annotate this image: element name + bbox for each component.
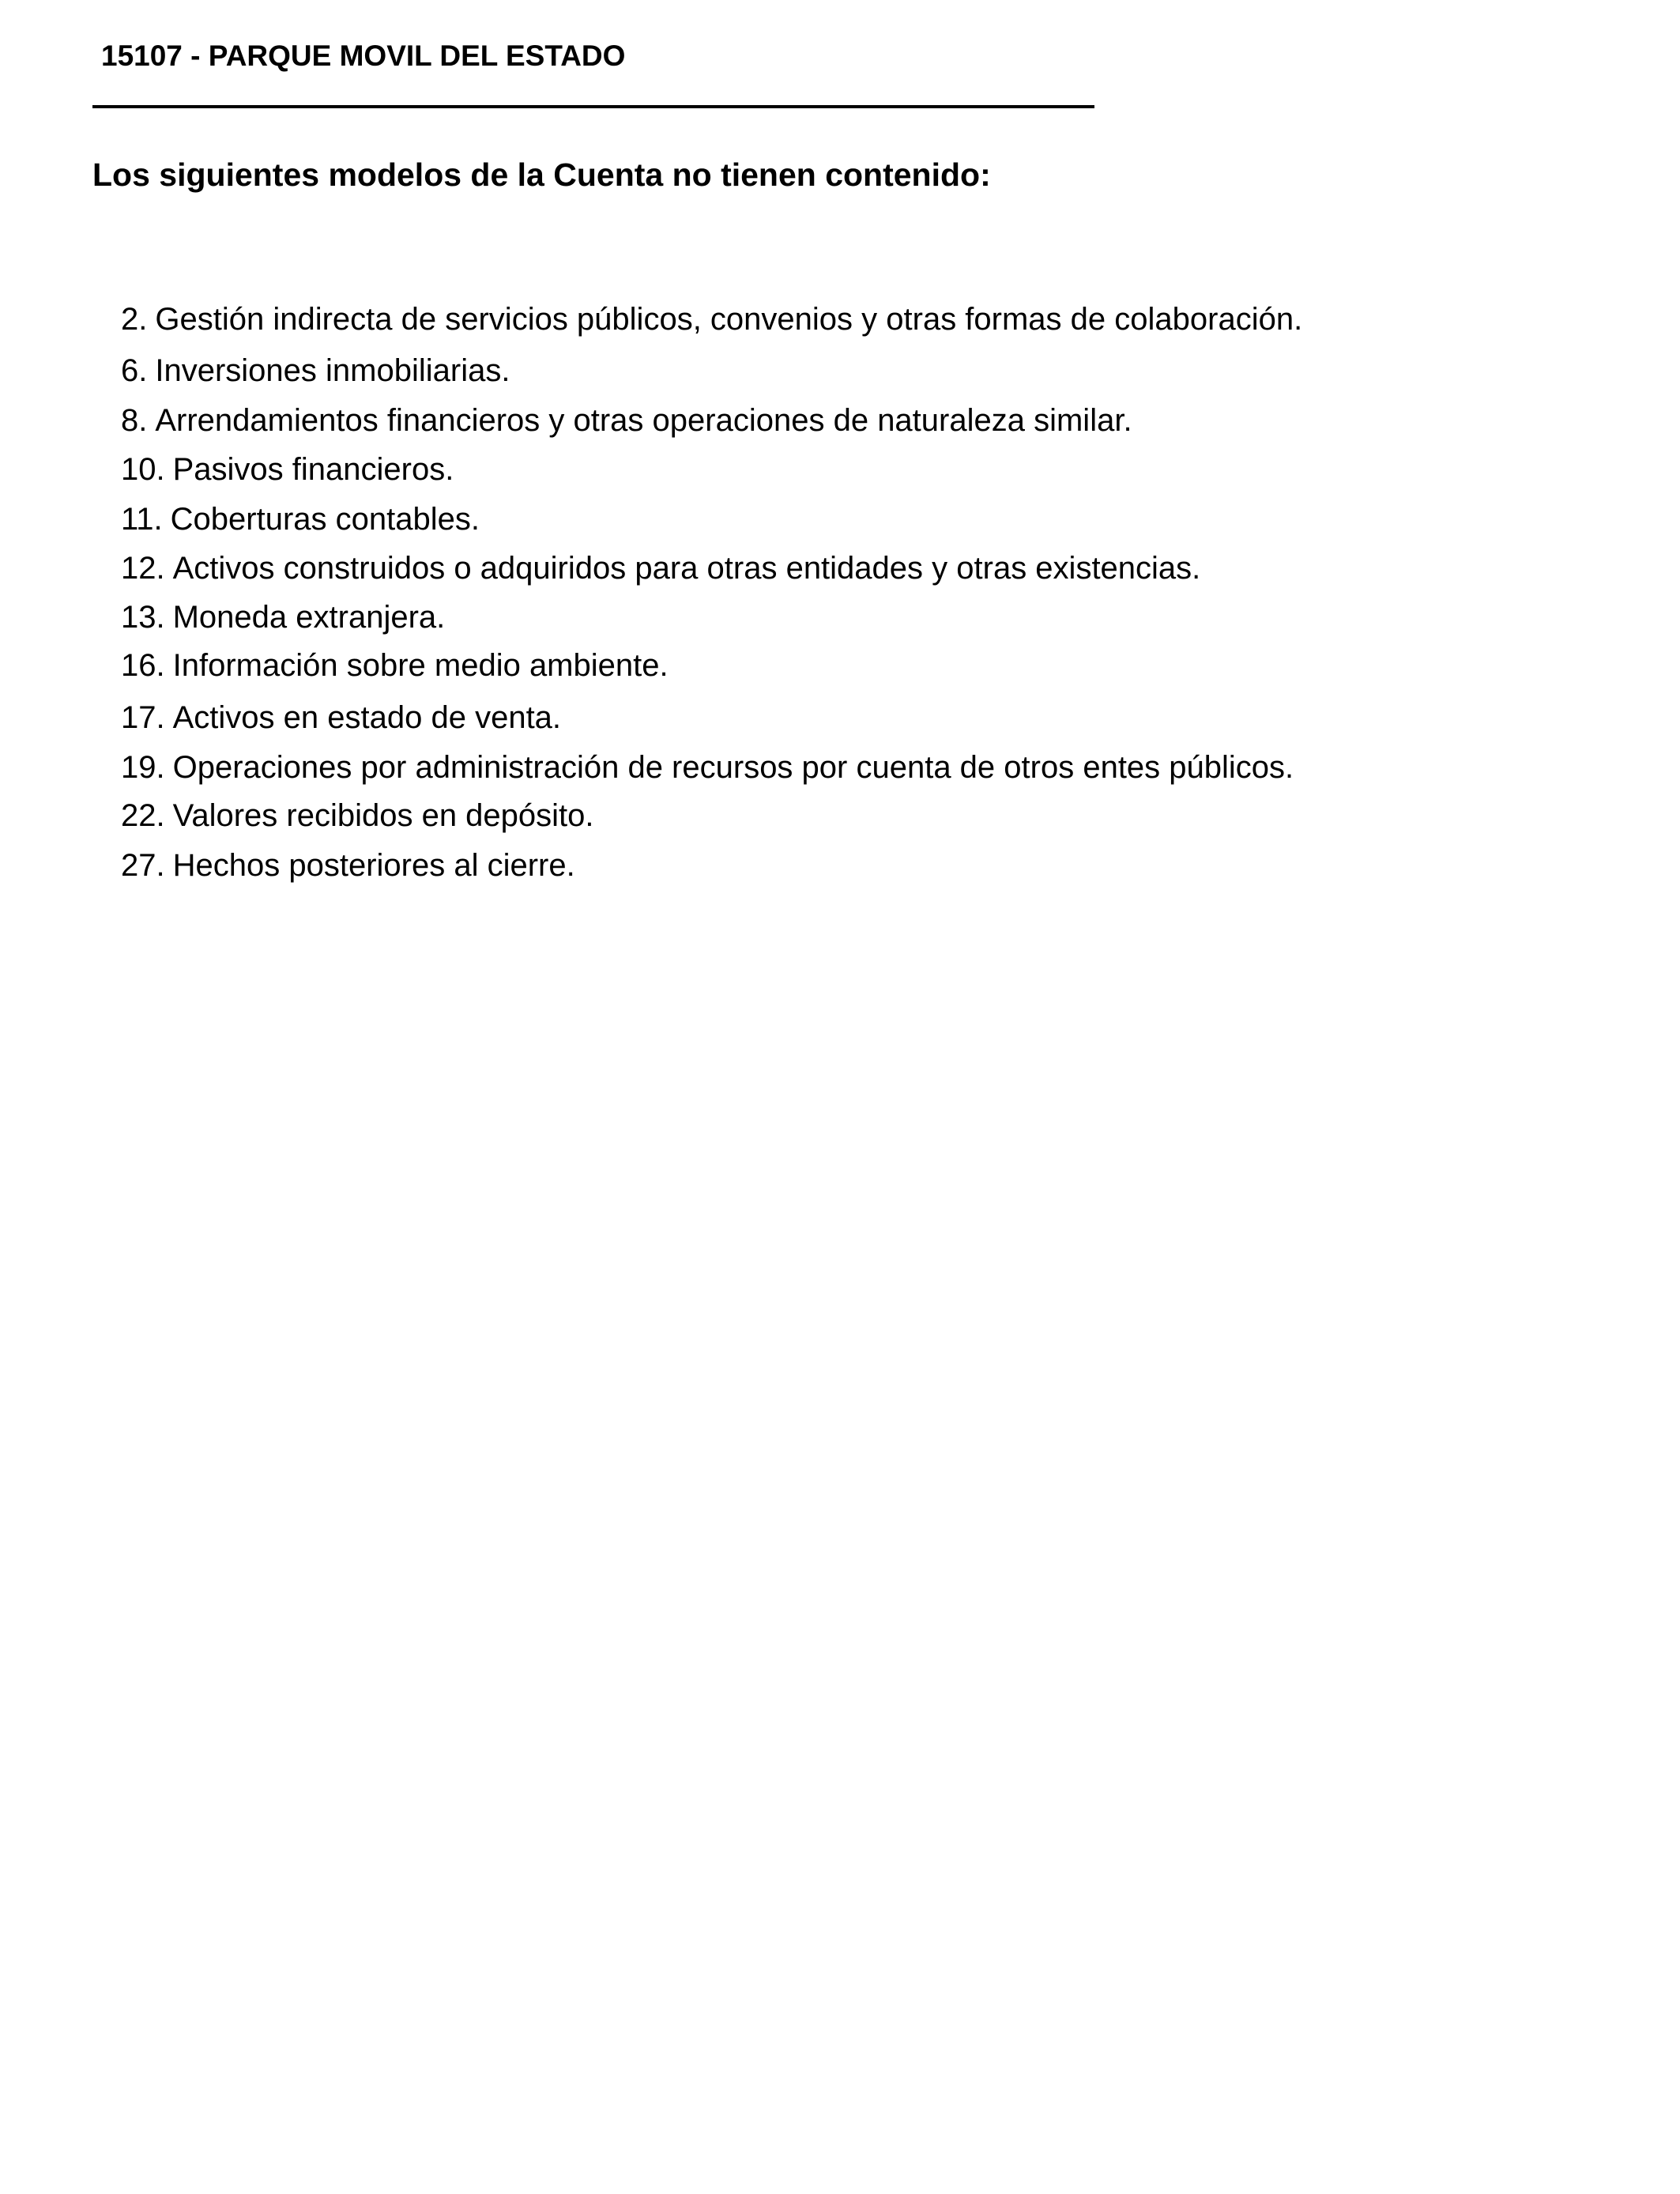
item-text: Arrendamientos financieros y otras operaciones de naturaleza similar.	[155, 403, 1132, 438]
list-item	[121, 300, 1302, 338]
item-number: 10.	[121, 452, 165, 487]
list-item	[121, 797, 594, 835]
list-item	[121, 401, 1132, 439]
item-number: 22.	[121, 798, 165, 833]
intro-heading: Los siguientes modelos de la Cuenta no tienen contenido:	[92, 156, 991, 193]
list-item	[121, 699, 561, 737]
item-number: 2.	[121, 302, 148, 337]
item-text: Operaciones por administración de recursos por cuenta de otros entes públicos.	[172, 750, 1294, 785]
list-item	[121, 549, 1200, 587]
item-text: Moneda extranjera.	[172, 600, 446, 635]
list-item	[121, 500, 480, 538]
item-number: 27.	[121, 848, 165, 883]
item-number: 12.	[121, 551, 165, 586]
item-text: Activos construidos o adquiridos para otras entidades y otras existencias.	[172, 551, 1201, 586]
item-text: Inversiones inmobiliarias.	[155, 353, 510, 388]
item-number: 13.	[121, 600, 165, 635]
list-item	[121, 352, 510, 390]
list-item	[121, 598, 445, 636]
item-number: 8.	[121, 403, 148, 438]
item-text: Pasivos financieros.	[172, 452, 454, 487]
item-number: 19.	[121, 750, 165, 785]
item-number: 17.	[121, 700, 165, 735]
header-divider	[92, 105, 1094, 108]
item-text: Hechos posteriores al cierre.	[172, 848, 575, 883]
item-text: Información sobre medio ambiente.	[172, 648, 669, 683]
item-number: 6.	[121, 353, 148, 388]
page-header-title: 15107 - PARQUE MOVIL DEL ESTADO	[101, 40, 626, 72]
list-item	[121, 647, 669, 684]
list-item	[121, 450, 454, 488]
item-text: Coberturas contables.	[170, 502, 480, 537]
item-text: Activos en estado de venta.	[172, 700, 562, 735]
item-number: 16.	[121, 648, 165, 683]
item-number: 11.	[121, 502, 163, 537]
list-item	[121, 748, 1294, 786]
item-text: Valores recibidos en depósito.	[172, 798, 594, 833]
item-text: Gestión indirecta de servicios públicos, convenios y otras formas de colaboración.	[155, 302, 1303, 337]
list-item	[121, 846, 575, 884]
